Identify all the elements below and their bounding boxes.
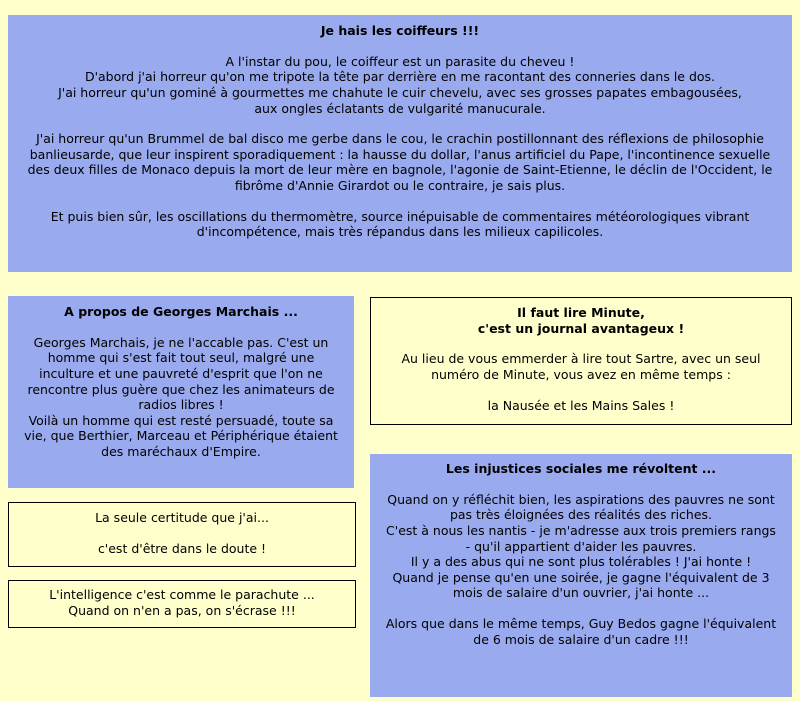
text-line: pas très éloignées des réalités des riches. xyxy=(449,507,713,523)
text-line: J'ai horreur qu'un gominé à gourmettes me chahute le cuir chevelu, avec ses grosses papates embagousées, xyxy=(58,84,742,100)
marchais-box xyxy=(8,296,354,488)
text-line: aux ongles éclatants de vulgarité manucurale. xyxy=(254,100,546,116)
text-line: A l'instar du pou, le coiffeur est un parasite du cheveu ! xyxy=(225,53,575,69)
text-line: des deux filles de Monaco depuis la mort de leur mère en bagnole, l'agonie de Saint-Etienne, le déclin de l'Occident, le xyxy=(27,162,773,178)
text-line: Quand je pense qu'en une soirée, je gagne l'équivalent de 3 xyxy=(392,569,770,585)
marchais-title: A propos de Georges Marchais ... xyxy=(64,304,298,319)
minute-paragraph-1 xyxy=(381,351,781,382)
certitude-box xyxy=(8,502,356,567)
text-line: Voilà un homme qui est resté persuadé, toute sa xyxy=(28,412,334,428)
minute-title-line-1: Il faut lire Minute, xyxy=(517,305,645,320)
intelligence-line-1: L'intelligence c'est comme le parachute ... xyxy=(49,587,315,602)
text-line: Alors que dans le même temps, Guy Bedos gagne l'équivalent xyxy=(385,616,777,631)
minute-box xyxy=(370,297,792,425)
text-line: radios libres ! xyxy=(138,397,224,413)
injustices-paragraph-1 xyxy=(380,492,782,601)
coiffeurs-paragraph-3 xyxy=(18,209,782,240)
text-line: d'incompétence, mais très répandus dans les milieux capilicoles. xyxy=(196,224,604,240)
injustices-box xyxy=(370,454,792,697)
certitude-line-2: c'est d'être dans le doute ! xyxy=(97,540,267,556)
text-line: inculture et une pauvreté d'esprit que l'on ne xyxy=(39,365,323,381)
certitude-line-1: La seule certitude que j'ai... xyxy=(95,510,269,525)
text-line: Et puis bien sûr, les oscillations du thermomètre, source inépuisable de commentaires météorologiques vibrant xyxy=(50,208,750,224)
text-line: numéro de Minute, vous avez en même temps : xyxy=(431,366,731,382)
text-line: D'abord j'ai horreur qu'on me tripote la tête par derrière en me racontant des conneries dans le dos. xyxy=(84,69,716,85)
intelligence-line-2: Quand on n'en a pas, on s'écrase !!! xyxy=(68,602,296,618)
text-line: Quand on y réfléchit bien, les aspirations des pauvres ne sont xyxy=(387,491,775,507)
text-line: J'ai horreur qu'un Brummel de bal disco me gerbe dans le cou, le crachin postillonnant des réflexions de philosophie xyxy=(36,131,764,147)
intelligence-box xyxy=(8,580,356,628)
text-line: fibrôme d'Annie Girardot ou le contraire, je sais plus. xyxy=(234,178,566,193)
minute-title-line-2: c'est un journal avantageux ! xyxy=(477,320,685,336)
text-line: mois de salaire d'un ouvrier, j'ai honte ... xyxy=(452,585,710,601)
text-line: Il y a des abus qui ne sont plus tolérables ! J'ai honte ! xyxy=(410,554,752,570)
text-line: banlieusarde, que leur inspirent sporadiquement : la hausse du dollar, l'anus artificiel du Pape, l'incontinence sexuelle xyxy=(29,146,771,162)
text-line: - qu'il appartient d'aider les pauvres. xyxy=(465,538,697,554)
text-line: Au lieu de vous emmerder à lire tout Sartre, avec un seul xyxy=(401,351,761,367)
coiffeurs-box xyxy=(8,15,792,272)
text-line: vie, que Berthier, Marceau et Périphérique étaient xyxy=(24,428,338,444)
coiffeurs-paragraph-2 xyxy=(18,131,782,194)
marchais-paragraph xyxy=(18,335,344,460)
text-line: homme qui s'est fait tout seul, malgré une xyxy=(47,350,315,366)
text-line: de 6 mois de salaire d'un cadre !!! xyxy=(473,631,689,647)
minute-paragraph-2: la Nausée et les Mains Sales ! xyxy=(487,397,675,413)
coiffeurs-paragraph-1 xyxy=(18,54,782,117)
text-line: C'est à nous les nantis - je m'adresse aux trois premiers rangs xyxy=(386,522,776,538)
coiffeurs-title: Je hais les coiffeurs !!! xyxy=(320,23,480,38)
text-line: des maréchaux d'Empire. xyxy=(101,444,261,459)
injustices-title: Les injustices sociales me révoltent ... xyxy=(445,461,717,476)
text-line: rencontre plus guère que chez les animateurs de xyxy=(27,381,335,397)
injustices-paragraph-2 xyxy=(380,616,782,647)
text-line: Georges Marchais, je ne l'accable pas. C'est un xyxy=(33,334,329,350)
